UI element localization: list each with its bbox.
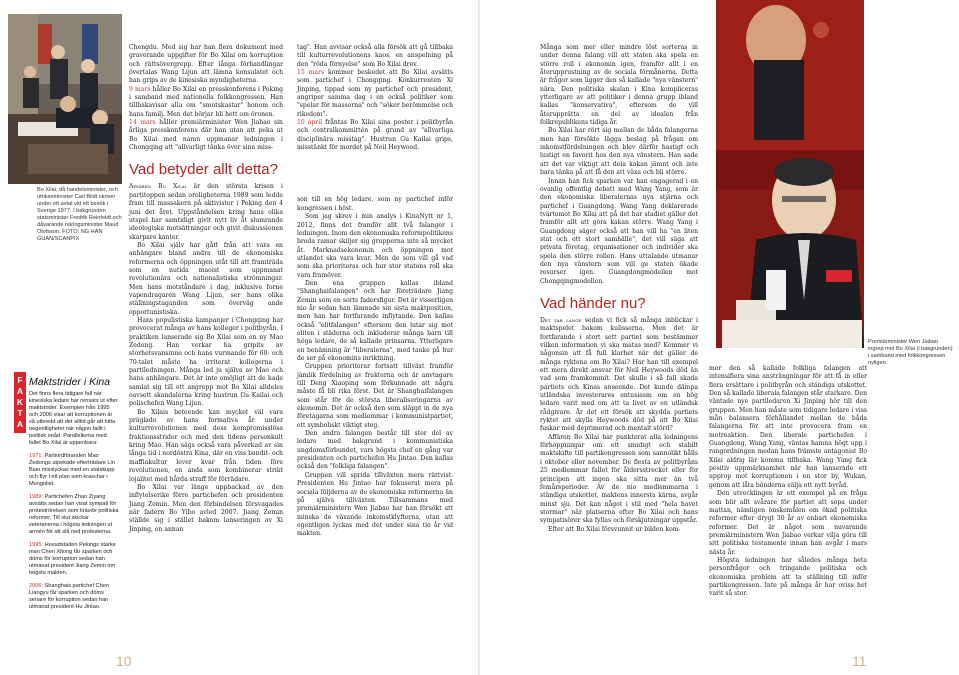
paragraph: Innan han fick sparken var han engagerad i en ovanlig offentlig debatt med Wang Yang, som är den ekonomiska liberalernas nya stjärna och partichef i Guangdong. Wang Yang deklarerade tvärtemot Bo Xilai att på det har stadiet gäller det framför allt att göra kakan större. Wang Yang i Guangdong säger också att han vill ha "en liten stat och ett stort samhälle", det vill säga att privata företag, organisationer och individer ska spela den större rollen. Hans uttalande utmanar den nya vänstern som vill ge staten ökade resurser igen. Guangdongmodellen mot Chongqingmodellen. — [540, 177, 698, 285]
signing-photo — [8, 14, 122, 184]
paragraph: Högsta ledningen har således många heta personfrågor och tringande politiska och ekonomiska problem att ta ställning till inför partikongressen. Inte på många år har oviss het varit så stor. — [709, 556, 867, 598]
fakta-item-year: 1995: — [29, 542, 43, 548]
left-column-1 — [129, 44, 283, 534]
paragraph — [129, 119, 283, 152]
paragraph-text: håller premiärminister Wen Jiabao sin årliga presskonferens där han utan att peka ut Bo Xilai med namn uppmanar ledningen i Chongqing att "allvarligt tänka över sina miss- — [129, 119, 283, 152]
section-headline-left: Vad betyder allt detta? — [129, 161, 278, 179]
paragraph: tag". Han avvisar också alla försök att gå tillbaka till kulturrevolutionens kaos, en anspelning på den "röda förnyelse" som Bo Xilai drev. — [297, 44, 453, 68]
paragraph-text: fråntas Bo Xilai sina poster i politbyrån och centralkommittén på grund av "allvarliga disciplinära misstag". Hustrun Gu Kailai grips, misstänkt för mordet på Neil Heywood. — [297, 119, 453, 152]
fakta-item — [29, 542, 119, 577]
fakta-item-text: Shanghais partichef Chen Liangyu får sparken och döms senare för korruption sedan han utmanat president Hu Jintao. — [29, 583, 109, 610]
fakta-letter: A — [16, 419, 24, 429]
date-marker: 10 april — [297, 119, 323, 127]
lead-in: Det var länge — [540, 316, 582, 324]
paragraph: Många som mer eller mindre löst sorteras in under denna falang vill att staten ska spela en större roll i ekonomin igen, framför allt i en återupprustning av de sociala förmånerna. Detta är frågor som ligger den så kallade "nya vänstern" nära. Den politiska skalan i Kina kompliceras ytterligare av att politiker i denna grupp ibland kallas "konservativa", eftersom de vill återupprätta en del av idealen från folkrepublikens tidiga år. — [540, 44, 698, 127]
photo-caption-right: Premiärminister Wen Jiabao ingrep mot Bo Xilai (i bakgrunden) i samband med folkkongressen nyligen. — [868, 339, 953, 366]
paragraph: Som jag skrev i min analys i KinaNytt nr 1, 2012, finns det framför allt två falanger i ledningen. Inom den ekonomiska reformpolitikens breda ramar skiljer sig grupperna inte så mycket åt. Marknadsekonomin och öppningen mot utlandet ska vara kvar. Men de som vill gå vad som ska prioriteras och hur stor statens roll ska vara framöver. — [297, 213, 453, 279]
paragraph: Den ena gruppen kallas ibland "Shanghaifalangen" och har företrädare Jiang Zemin som en sorts fadersfigur. Det är visserligen nio år sedan han lämnade sin sista maktposition, men han har fortfarande inflytande. Den kallas också "elitfalangen" eftersom den lutar sig mot eliten i städerna och inkluderar många barn till höga ledare, de så kallade prinsarna. Ytterligare en benämning är "liberalerna", med tanke på hur de ser på ekonomins inriktning. — [297, 279, 453, 362]
fakta-item — [29, 453, 119, 488]
right-column-2 — [709, 365, 867, 599]
fakta-title: Maktstrider i Kina — [29, 376, 111, 388]
paragraph: Chengdu. Med sig har han flera dokument med graverande uppgifter för Bo Xilai om korruption och rättsövergrepp. Efter långa förhandlingar övertalas Wang Lijun att lämna konsulatet och han grips av de kinesiska myndigheterna. — [129, 44, 283, 85]
left-page — [0, 0, 479, 675]
paragraph: son till en hög ledare, som ny partichef inför kongressen i höst. — [297, 196, 453, 212]
signing-photo-illustration — [8, 14, 122, 184]
left-column-2 — [297, 44, 453, 539]
photo-caption-left: Bo Xilai, då handelsminister, och utrikesminister Carl Bildt skriver under ett avtal vid ett besök i Sverige 1977. I bakgrunden statsminister Fredrik Reinfeldt och dåvarande näringsminister Maud Olofsson. FOTO: NG HAN GUAN/SCANPIX — [37, 187, 122, 242]
fakta-letter: T — [17, 408, 23, 418]
fakta-letter: K — [16, 397, 24, 407]
fakta-item-year: 1971: — [29, 453, 43, 459]
paragraph — [540, 317, 698, 434]
fakta-item-text: Huvudstaden Pekings starke man Chen Xitong får sparken och döms för korruption sedan han utmanat president Jiang Zemin om högsta makten. — [29, 542, 116, 576]
page-number-right: 11 — [852, 653, 867, 669]
date-marker: 14 mars — [129, 119, 156, 127]
paragraph — [129, 86, 283, 119]
paragraph — [297, 119, 453, 152]
fakta-item — [29, 583, 119, 611]
paragraph: Den utvecklingen är ett exempel på en fråga som blir allt svårare för partiet att sopa under mattan, nämligen önskemålen om ökad politiska reformer efter drygt 30 år av enbart ekonomiska reformer. Det är något som nuvarande premiärministern Wen Jiabao verkar vilja göra till sitt politiska testamente innan han avgår i mars nästa år. — [709, 490, 867, 556]
paragraph: Affären Bo Xilai har punkterat alla ledningens förhoppningar om ett smidigt och stabilt maktskifte till partikongressen som sannolikt hålls i oktober eller november. De flesta av politbyråns 25 medlemmar fallet för åldersstrecket eller för principen att ingen ska sitta mer än två femårsperioder. Av de nio medlemmarna i ständiga utskottet, maktens innersta kärna, avgår minst sju. Det kan något i stil med "hela havet stormar" när platserna efter Bo Xilai och hans sympatisörer ska fyllas och förskjutningar uppstår. — [540, 433, 698, 525]
paragraph-text: är den största krisen i partitoppen sedan oroligheterna 1989 som ledde fram till massakern på aktivister i Peking den 4 juni det året. Uppståndelsen kring hans olika utspel har samtidigt givit nytt liv åt slumrande ideologiska motsättningar och givit diskussionen skarpare kanter. — [129, 183, 283, 241]
date-marker: 9 mars — [129, 85, 151, 93]
right-page — [480, 0, 959, 675]
paragraph: Bo Xilais beteende kan mycket väl vara präglade av hans formativa år under kulturrevolutionen med dess kompromisslösa fraktionsstrider och med den tidens personkult kring Mao. Han sägs också vara påverkad av sin långa tid i nordöstra Kina, där en viss bandit- och maffiakultur lever kvar från tiden före revolutionen, en anda som kombinerar strikt lojalitet med hårda straff för förrädare. — [129, 408, 283, 483]
paragraph: Bo Xilai själv har gått från att vara en anhängare bland andra till de ekonomiska reformerna och öppningen utåt till att framträda som en nutida maoist som uppmanat revolutionära och nationalistiska strömningar. Men hans motståndare i dag, inklusive forne vapendragaren Wang Lijun, ser hans olika ställningstaganden som överväg ande opportunistiska. — [129, 241, 283, 316]
page-number-left: 10 — [116, 653, 132, 669]
paragraph-text: håller Bo Xilai en presskonferens i Peking i samband med nationella folkkongressen. Han tillbakavisar alla om "smutskastar" honom och hans familj. Men det börjar bli hett om öronen. — [129, 85, 283, 118]
paragraph: Hans populistiska kampanjer i Chongqing har provocerat många av hans kolleger i politbyrån. I praktiken lanserade sig Bo Xilai som en ny Mao Zedong. Han verkar ha gripits av storhetsvansinne och hans vurmande för 60- och 70-talet måste ha irriterat kollegerna i partiledningen. Många led ju själva av Mao och hans anhängare. Det är inte omöjligt att de hade samlat sig till ett angrepp mot Bo Xilai alldeles oavsett skandalerna kring hustrun Gu Kailai och polischefen Wang Lijun. — [129, 316, 283, 408]
wen-jiabao-photo-illustration — [716, 0, 864, 348]
paragraph — [297, 69, 453, 119]
fakta-intro: Det finns flera tidigare fall när kinesiska ledare har rensats ut efter maktstrider. Exemplen från 1995 och 2006 visar att korruptionen är så utbredd att det alltid går att hitta oegentligheter när någon fallit i politisk onåd. Parallellerna med fallet Bo Xilai är uppenbara: — [29, 391, 118, 446]
paragraph — [129, 183, 283, 241]
paragraph-text: kommer beskedet att Bo Xilai avsätts som partichef i Chongqing. Konkurrenten Xi Jinping, tippad som ny partichef och president, angriper samma dag i en också politiker som "spelar för massorna" och "söker berömmelse och rikedom". — [297, 69, 453, 118]
fakta-label-strip — [14, 372, 26, 433]
paragraph-text: sedan vi fick så många inblickar i maktspelet bakom kulisserna. Men det är fortfarande i stort sett partiet som bestämmer vilken information vi ska matas med? Kommer vi någonsin att få full klarhet när det gäller de många ryktena om Bo Xilai? Har han till exempel ett mera direkt ansvar för Neil Heywoods död än vad som framkommit. Det skulle i så fall skada partiets och Kinas anseende. Det kunde dämpa utländska investerares entusiasm om en hög ledare varit med om att ta livet av en utländsk rådgivare. Är det ett försök att skydda partiets ryktet att skylla Heywoods död på att Bo Xilai fuskar med deprimerad och mentalt störd? — [540, 316, 699, 433]
paragraph: Bo Xilai har rört sig mellan de båda falangerna men han försökte lägga beslag på frågan om inkomstfördelningen och blev därför hastigt och lustigt en favorit hos den nya vänstern. Han sade att det var viktigt att dela kakan jämnt och inte bara tänka på att få den att växa och bli större. — [540, 127, 698, 177]
fakta-item-text: Partichefen Zhao Ziyang avsätts sedan han visat sympati för proteströrelsen som krävde politiska reformer. Till slut skickar veteranerna i högsta ledningen ut armén för att slå ned protesterna. — [29, 494, 119, 535]
fakta-letter: A — [16, 386, 24, 396]
right-column-1 — [540, 44, 698, 534]
fakta-item-year: 1989: — [29, 494, 43, 500]
fakta-item — [29, 494, 119, 536]
fakta-letter: F — [17, 375, 23, 385]
fakta-item-text: Partiordföranden Mao Zedongs utpekade efterträdare Lin Biao misslyckas med en statskupp och flyr i ett plan som kraschar i Mongoliet. — [29, 453, 115, 487]
date-marker: 15 mars — [297, 69, 325, 77]
fakta-body — [29, 391, 119, 617]
paragraph: Bo Xilai var länge uppbackad av den inflytelserike förre partichefen och presidenten Jiang Zemin. Men den förbindelsen försvagades när fadern Bo Yibo avled 2007. Jiang Zemin ställde sig i stället bakom lanseringen av Xi Jinping, en annan — [129, 483, 283, 533]
paragraph: mer den så kallade folkliga falangen att intensifiera sina ansträngningar för att få in eller flera ersättare i politbyrån och ständiga utskottet. Den så kallade liberala falangen står starkare. Den väntade nye partiledaren Xi Jinping hör till den gruppen. Men han måste som tidigare ledare i viss mån balansera förhållandet mellan de båda falangerna för att inte provocera fram en motreaktion. Den liberale partichefen i Guangdong, Wang Yang, väntas hamna högt upp i rangordningen medan hans främste antagonist Bo Xilai aldrig lär komma tillbaka. Wang Yang fick positiv uppmärksamhet när han lanserade ett upprop mot korruptionen i en stor by, Wukan, genom att låta bönderna välja ett nytt byråd. — [709, 365, 867, 489]
fakta-item-year: 2006: — [29, 583, 43, 589]
wen-jiabao-photo — [716, 0, 864, 348]
paragraph: Efter att Bo Xilai försvunnit ur bilden kom- — [548, 525, 681, 533]
paragraph: Gruppen prioriterar fortsatt tillväxt framför jämlik fördelning av frukterna och är anvtagare till Deng Xiaoping som förkunnade att några måste få bli rika först. Det är Shanghaifalangen som står för de största liberaliseringarna av ekonomin. Det är också den som släppt in de nya företagarna som medlemmar i kommunistpartiet, ett symboliskt viktigt steg. — [297, 363, 453, 429]
paragraph: Den andra falangen består till stor del av ledare med bakgrund i kommunistiska ungdomsförbundet, vars högsta chef en gång var presidenten och partichefen Hu Jintao. Den kallas också den "folkliga falangen". — [297, 430, 453, 471]
lead-in: Affären Bo Xilai — [129, 183, 187, 191]
paragraph: Gruppen vill sprida tillväxten mera rättvist. Presidenten Hu Jintao har fokuserat mera på sociala följderna av de ekonomiska reformerna än på själva tillväxten. Tillsammans med premiärministern Wen Jiabao har han försökt att minska de växande inkomstklyftorna, utan att egentligen lyckas med det under sina tio år vid makten. — [297, 471, 453, 538]
section-headline-right: Vad händer nu? — [540, 294, 646, 312]
